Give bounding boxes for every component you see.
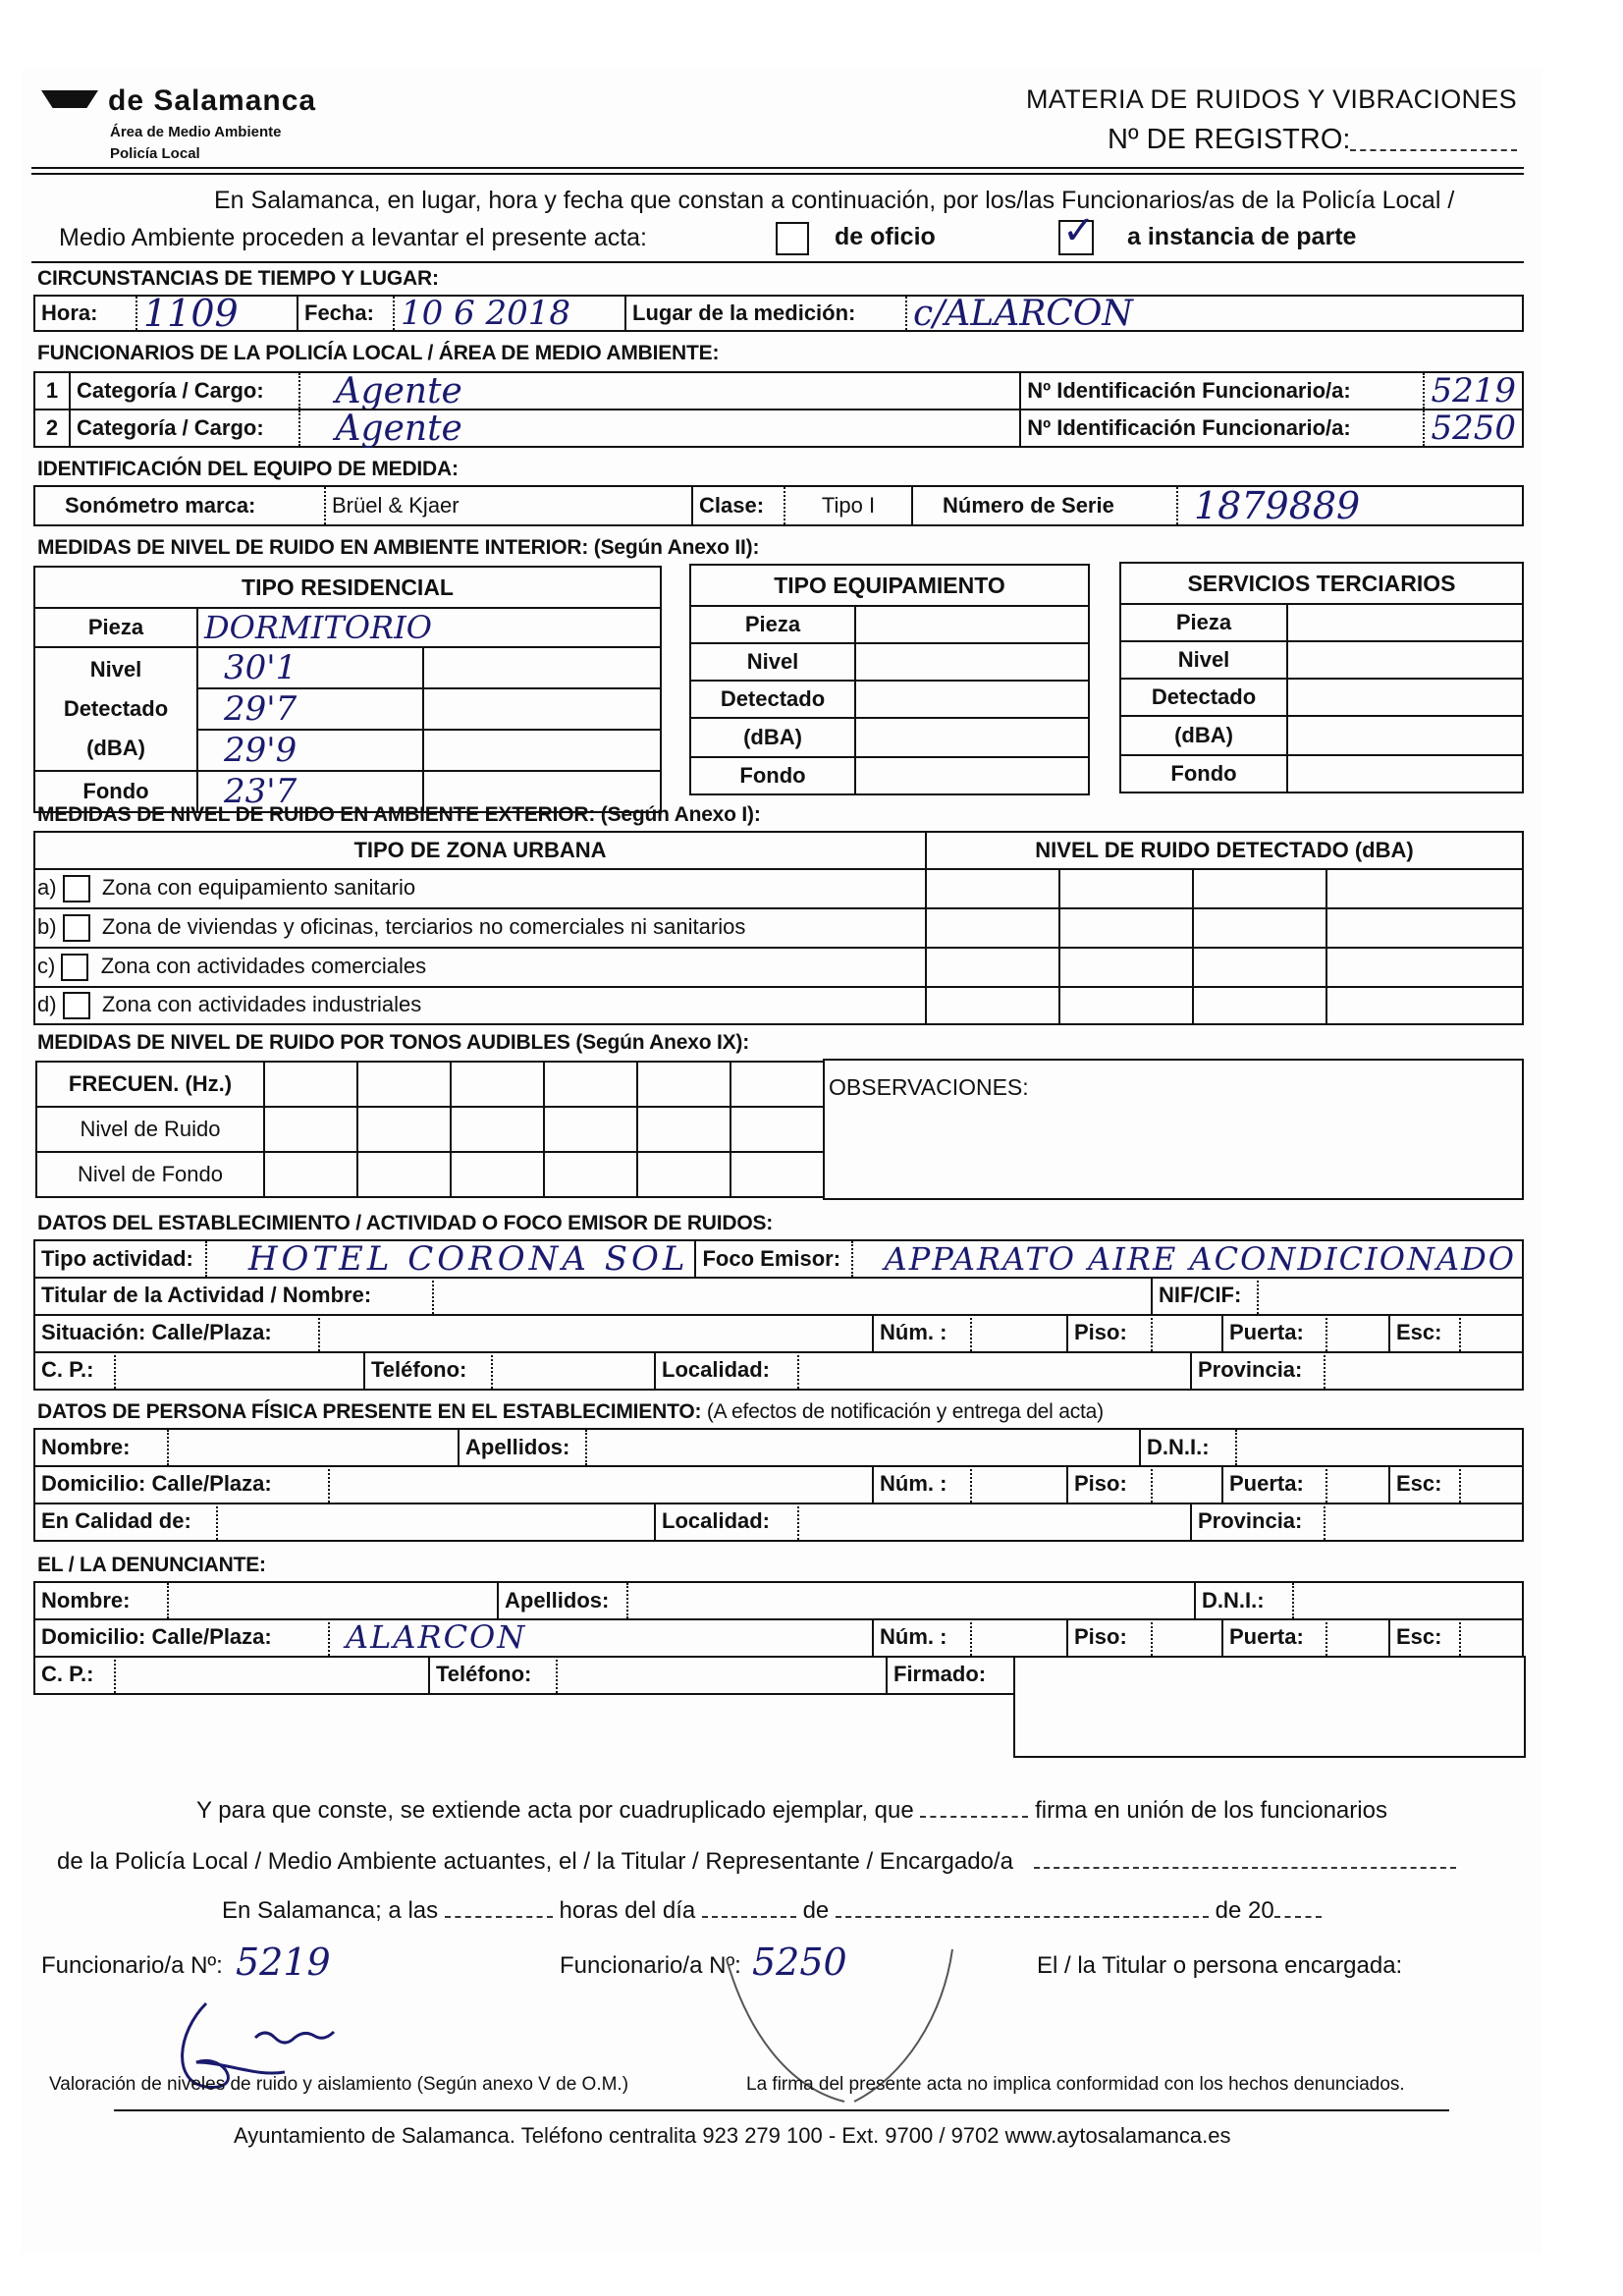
form-title: MATERIA DE RUIDOS Y VIBRACIONES [1026, 84, 1517, 114]
den-num-field[interactable] [972, 1618, 1068, 1656]
persona-nombre-field[interactable] [169, 1430, 460, 1465]
circunstancias-row [33, 292, 1524, 335]
den-telefono-label: Teléfono: [430, 1656, 558, 1693]
serie-value: 1879889 [1194, 484, 1361, 527]
nivel-fondo-2[interactable] [357, 1152, 451, 1197]
logo-area: Área de Medio Ambiente [110, 124, 282, 140]
note-right: La firma del presente acta no implica conformidad con los hechos denunciados. [746, 2074, 1405, 2095]
persona-title-note: (A efectos de notificación y entrega del acta) [706, 1400, 1104, 1423]
ter-detectado-label: Detectado [1120, 679, 1287, 716]
cierre-line3c: de [802, 1897, 830, 1924]
tonos-title-text: MEDIDAS DE NIVEL DE RUIDO POR TONOS AUDIBLES [37, 1031, 570, 1054]
piso-field[interactable] [1153, 1314, 1223, 1351]
cierre-blank-dia[interactable] [702, 1898, 796, 1918]
residencial-header: TIPO RESIDENCIAL [34, 567, 661, 608]
persona-provincia-label: Provincia: [1192, 1503, 1325, 1540]
clase-label: Clase: [693, 487, 785, 524]
res-nivel-label-2: Detectado [63, 696, 169, 721]
id-field-2[interactable] [1425, 410, 1522, 446]
cargo-value-2: Agente [335, 408, 462, 449]
fecha-label: Fecha: [298, 297, 395, 330]
funcionario-row-1 [33, 371, 1524, 410]
signature-1-stroke-2 [255, 2032, 334, 2043]
titular-encargada-label: El / la Titular o persona encargada: [1037, 1952, 1403, 1979]
zona-b-value-4[interactable] [1326, 908, 1523, 948]
den-apellidos-field[interactable] [628, 1583, 1196, 1618]
num-label: Núm. : [874, 1314, 972, 1351]
persona-row-1 [33, 1428, 1524, 1467]
terciarios-table [1119, 562, 1524, 793]
persona-nombre-label: Nombre: [35, 1430, 169, 1465]
zona-row-c [34, 948, 926, 987]
cierre-blank-encargado[interactable] [1034, 1849, 1456, 1869]
frecuencia-5[interactable] [637, 1062, 730, 1107]
eq-fondo-label: Fondo [690, 757, 855, 794]
den-dni-label: D.N.I.: [1196, 1583, 1294, 1618]
cierre-line2 [57, 1848, 1456, 1876]
cierre-line3 [222, 1897, 1322, 1925]
provincia-label: Provincia: [1192, 1351, 1325, 1389]
den-apellidos-label: Apellidos: [499, 1583, 628, 1618]
eq-detectado-label: Detectado [690, 681, 855, 718]
eq-pieza-field[interactable] [855, 606, 1089, 643]
res-nivel-value-1: 30'1 [224, 648, 298, 687]
a-instancia-label: a instancia de parte [1127, 223, 1357, 250]
func1-label: Funcionario/a Nº: [41, 1952, 223, 1979]
de-oficio-label: de oficio [835, 223, 936, 250]
den-puerta-label: Puerta: [1223, 1618, 1327, 1656]
zona-letter-c: c) [37, 953, 56, 978]
lugar-value: c/ALARCON [913, 293, 1133, 334]
nivel-ruido-2[interactable] [357, 1107, 451, 1152]
frecuencia-6[interactable] [730, 1062, 824, 1107]
den-domicilio-label: Domicilio: Calle/Plaza: [35, 1618, 330, 1656]
funcionario-num-1: 1 [35, 373, 71, 409]
denunciante-row-3 [33, 1656, 1015, 1695]
zona-checkbox-c[interactable] [61, 954, 88, 981]
equipo-title: IDENTIFICACIÓN DEL EQUIPO DE MEDIDA: [37, 458, 459, 480]
den-piso-label: Piso: [1068, 1618, 1153, 1656]
denunciante-row-1 [33, 1581, 1524, 1620]
telefono-label: Teléfono: [365, 1351, 493, 1389]
est-row-3 [33, 1314, 1524, 1353]
interior-title-text: MEDIDAS DE NIVEL DE RUIDO EN AMBIENTE INTERIOR: [37, 536, 589, 559]
frecuencia-3[interactable] [451, 1062, 544, 1107]
zona-d-value-1[interactable] [926, 987, 1059, 1024]
func1-value: 5219 [236, 1941, 331, 1984]
establecimiento-title: DATOS DEL ESTABLECIMIENTO / ACTIVIDAD O FOCO EMISOR DE RUIDOS: [37, 1212, 774, 1234]
sonometro-label: Sonómetro marca: [35, 487, 326, 524]
id-label-1: Nº Identificación Funcionario/a: [1021, 373, 1425, 409]
res-nivel-field-3[interactable] [197, 730, 423, 771]
cierre-blank-horas[interactable] [445, 1898, 553, 1918]
res-nivel-label-1: Nivel [89, 657, 142, 682]
cierre-line3d: de 20 [1215, 1897, 1274, 1924]
tonos-table [35, 1061, 825, 1198]
ter-dba-label: (dBA) [1120, 716, 1287, 755]
note-left: Valoración de niveles de ruido y aislamiento (Según anexo V de O.M.) [49, 2074, 629, 2095]
lugar-label: Lugar de la medición: [626, 297, 907, 330]
res-nivel-field-1[interactable] [197, 647, 423, 688]
header-divider-2 [31, 173, 1524, 175]
zona-letter-a: a) [37, 874, 57, 900]
tipo-actividad-value: HOTEL CORONA SOL [247, 1239, 689, 1279]
tonos-title [37, 1031, 749, 1055]
res-nivel-value-2: 29'7 [224, 689, 298, 729]
den-telefono-field[interactable] [558, 1656, 888, 1693]
cierre-line2-text: de la Policía Local / Medio Ambiente actuantes, el / la Titular / Representante / Encargado/a [57, 1848, 1013, 1875]
localidad-field[interactable] [799, 1351, 1192, 1389]
situacion-field[interactable] [320, 1314, 874, 1351]
res-nivel-extra-3[interactable] [423, 730, 661, 771]
nivel-ruido-3[interactable] [451, 1107, 544, 1152]
interior-title [37, 536, 759, 560]
zona-c-value-1[interactable] [926, 948, 1059, 987]
exterior-table [33, 831, 1524, 1025]
zona-label-d: Zona con actividades industriales [101, 991, 422, 1016]
den-firmado-label: Firmado: [893, 1662, 987, 1686]
ter-nivel-field-3[interactable] [1287, 716, 1523, 755]
frecuencia-4[interactable] [544, 1062, 637, 1107]
cargo-value-1: Agente [335, 370, 462, 411]
zona-row-b [34, 908, 926, 948]
circunstancias-title: CIRCUNSTANCIAS DE TIEMPO Y LUGAR: [37, 267, 439, 290]
persona-puerta-field[interactable] [1327, 1465, 1390, 1503]
zona-d-value-4[interactable] [1326, 987, 1523, 1024]
cierre-line3b: horas del día [559, 1897, 696, 1924]
nivel-fondo-6[interactable] [730, 1152, 824, 1197]
res-fondo-value: 23'7 [224, 772, 298, 811]
zona-label-b: Zona de viviendas y oficinas, terciarios no comerciales ni sanitarios [101, 913, 746, 939]
zona-header: TIPO DE ZONA URBANA [34, 832, 926, 869]
funcionario-row-2 [33, 409, 1524, 448]
nivel-fondo-label: Nivel de Fondo [36, 1152, 264, 1197]
provincia-field[interactable] [1325, 1351, 1522, 1389]
eq-nivel-field-3[interactable] [855, 718, 1089, 757]
hora-label: Hora: [35, 297, 137, 330]
cierre-line1a: Y para que conste, se extiende acta por cuadruplicado ejemplar, que [196, 1797, 914, 1824]
persona-esc-label: Esc: [1390, 1465, 1461, 1503]
ter-fondo-label: Fondo [1120, 755, 1287, 793]
denunciante-row-2 [33, 1618, 1524, 1658]
zona-b-value-3[interactable] [1193, 908, 1326, 948]
foco-emisor-field[interactable] [853, 1241, 1522, 1277]
fecha-field[interactable] [395, 294, 626, 333]
nivel-ruido-5[interactable] [637, 1107, 730, 1152]
den-cp-field[interactable] [116, 1656, 430, 1693]
persona-dni-label: D.N.I.: [1141, 1430, 1237, 1465]
nif-label: NIF/CIF: [1153, 1277, 1259, 1314]
telefono-field[interactable] [493, 1351, 656, 1389]
de-oficio-checkbox[interactable] [776, 222, 809, 255]
residencial-table [33, 566, 662, 813]
nif-field[interactable] [1259, 1277, 1522, 1314]
est-row-1 [33, 1239, 1524, 1279]
puerta-label: Puerta: [1223, 1314, 1327, 1351]
localidad-label: Localidad: [656, 1351, 799, 1389]
clase-value[interactable]: Tipo I [785, 487, 913, 524]
zona-a-value-1[interactable] [926, 869, 1059, 908]
zona-d-value-2[interactable] [1059, 987, 1193, 1024]
persona-provincia-field[interactable] [1325, 1503, 1522, 1540]
equipamiento-header: TIPO EQUIPAMIENTO [690, 565, 1089, 606]
persona-apellidos-label: Apellidos: [460, 1430, 587, 1465]
den-nombre-label: Nombre: [35, 1583, 169, 1618]
ter-fondo-field[interactable] [1287, 755, 1523, 793]
ter-nivel-field-1[interactable] [1287, 641, 1523, 679]
persona-row-2 [33, 1465, 1524, 1504]
nivel-fondo-3[interactable] [451, 1152, 544, 1197]
denunciante-title: EL / LA DENUNCIANTE: [37, 1554, 266, 1576]
exterior-title [37, 803, 761, 827]
id-value-2: 5250 [1431, 409, 1516, 448]
esc-field[interactable] [1461, 1314, 1522, 1351]
num-field[interactable] [972, 1314, 1068, 1351]
nivel-fondo-5[interactable] [637, 1152, 730, 1197]
res-nivel-label-3: (dBA) [86, 736, 145, 760]
eq-nivel-label: Nivel [690, 643, 855, 681]
persona-esc-field[interactable] [1461, 1465, 1522, 1503]
intro-divider [31, 261, 1524, 263]
tipo-actividad-label: Tipo actividad: [35, 1241, 207, 1277]
observaciones-box[interactable] [823, 1059, 1524, 1200]
zona-row-a [34, 869, 926, 908]
header-divider [31, 167, 1524, 169]
zona-c-value-2[interactable] [1059, 948, 1193, 987]
zona-d-value-3[interactable] [1193, 987, 1326, 1024]
funcionario-num-2: 2 [35, 410, 71, 446]
den-puerta-field[interactable] [1327, 1618, 1390, 1656]
sonometro-value[interactable]: Brüel & Kjaer [326, 487, 693, 524]
persona-piso-field[interactable] [1153, 1465, 1223, 1503]
den-firma-box[interactable] [1013, 1656, 1526, 1758]
zona-label-c: Zona con actividades comerciales [100, 953, 427, 978]
res-nivel-field-2[interactable] [197, 688, 423, 730]
est-row-4 [33, 1351, 1524, 1391]
footer-contact: Ayuntamiento de Salamanca. Teléfono centralita 923 279 100 - Ext. 9700 / 9702 www.aytosalamanca.es [234, 2123, 1231, 2148]
esc-label: Esc: [1390, 1314, 1461, 1351]
ter-pieza-field[interactable] [1287, 604, 1523, 641]
res-pieza-value: DORMITORIO [204, 609, 432, 646]
persona-calidad-field[interactable] [218, 1503, 656, 1540]
eq-fondo-field[interactable] [855, 757, 1089, 794]
exterior-title-text: MEDIDAS DE NIVEL DE RUIDO EN AMBIENTE EXTERIOR: [37, 803, 596, 826]
zona-b-value-1[interactable] [926, 908, 1059, 948]
frecuencia-2[interactable] [357, 1062, 451, 1107]
cierre-blank-anio[interactable] [1274, 1898, 1322, 1918]
nivel-ruido-4[interactable] [544, 1107, 637, 1152]
den-domicilio-field[interactable] [330, 1618, 874, 1656]
intro-line1: En Salamanca, en lugar, hora y fecha que constan a continuación, por los/las Funcionarios/as de la Policía Local / [214, 187, 1455, 214]
func2-label: Funcionario/a Nº: [560, 1952, 741, 1979]
cargo-label-2: Categoría / Cargo: [71, 410, 300, 446]
res-nivel-label [34, 647, 197, 771]
zona-a-value-4[interactable] [1326, 869, 1523, 908]
hora-field[interactable] [137, 292, 298, 335]
zona-c-value-4[interactable] [1326, 948, 1523, 987]
zona-checkbox-d[interactable] [63, 992, 90, 1019]
logo-city: de Salamanca [108, 84, 317, 117]
nivel-fondo-4[interactable] [544, 1152, 637, 1197]
res-nivel-extra-2[interactable] [423, 688, 661, 730]
persona-localidad-label: Localidad: [656, 1503, 799, 1540]
res-nivel-extra-1[interactable] [423, 647, 661, 688]
cp-label: C. P.: [35, 1351, 116, 1389]
eq-dba-label: (dBA) [690, 718, 855, 757]
persona-apellidos-field[interactable] [587, 1430, 1141, 1465]
frecuencia-label: FRECUEN. (Hz.) [36, 1062, 264, 1107]
persona-title-text: DATOS DE PERSONA FÍSICA PRESENTE EN EL ESTABLECIMIENTO: [37, 1400, 702, 1423]
situacion-label: Situación: Calle/Plaza: [35, 1314, 320, 1351]
zona-letter-b: b) [37, 913, 57, 939]
res-nivel-value-3: 29'9 [224, 731, 298, 770]
zona-c-value-3[interactable] [1193, 948, 1326, 987]
fecha-value: 10 6 2018 [401, 294, 571, 333]
den-piso-field[interactable] [1153, 1618, 1223, 1656]
titular-field[interactable] [434, 1277, 1153, 1314]
foco-emisor-label: Foco Emisor: [696, 1241, 852, 1277]
puerta-field[interactable] [1327, 1314, 1390, 1351]
tonos-title-note: (Según Anexo IX): [575, 1031, 750, 1054]
res-fondo-label: Fondo [34, 771, 197, 812]
den-cp-label: C. P.: [35, 1656, 116, 1693]
frecuencia-1[interactable] [264, 1062, 357, 1107]
nivel-ruido-6[interactable] [730, 1107, 824, 1152]
zona-row-d [34, 987, 926, 1024]
nivel-ruido-1[interactable] [264, 1107, 357, 1152]
persona-domicilio-label: Domicilio: Calle/Plaza: [35, 1465, 330, 1503]
den-nombre-field[interactable] [169, 1583, 499, 1618]
equipo-row [33, 485, 1524, 526]
cierre-blank-mes[interactable] [836, 1898, 1209, 1918]
cargo-field-1[interactable] [300, 370, 1022, 411]
eq-pieza-label: Pieza [690, 606, 855, 643]
cargo-label-1: Categoría / Cargo: [71, 373, 300, 409]
tipo-actividad-field[interactable] [207, 1241, 697, 1277]
persona-num-label: Núm. : [874, 1465, 972, 1503]
cierre-blank-firma[interactable] [920, 1798, 1028, 1818]
exterior-title-note: (Según Anexo I): [600, 803, 761, 826]
funcionarios-title: FUNCIONARIOS DE LA POLICÍA LOCAL / ÁREA DE MEDIO AMBIENTE: [37, 342, 720, 364]
id-label-2: Nº Identificación Funcionario/a: [1021, 410, 1425, 446]
lugar-field[interactable] [907, 293, 1522, 334]
zona-b-value-2[interactable] [1059, 908, 1193, 948]
est-row-2 [33, 1277, 1524, 1316]
check-mark-icon: ✓ [1062, 209, 1096, 252]
intro-line2: Medio Ambiente proceden a levantar el presente acta: [59, 224, 647, 251]
persona-puerta-label: Puerta: [1223, 1465, 1327, 1503]
eq-nivel-field-1[interactable] [855, 643, 1089, 681]
equipamiento-table [689, 564, 1090, 795]
ter-pieza-label: Pieza [1120, 604, 1287, 641]
cierre-line1b: firma en unión de los funcionarios [1035, 1797, 1387, 1824]
zona-a-value-2[interactable] [1059, 869, 1193, 908]
ter-nivel-field-2[interactable] [1287, 679, 1523, 716]
id-value-1: 5219 [1431, 371, 1516, 410]
persona-localidad-field[interactable] [799, 1503, 1192, 1540]
persona-domicilio-field[interactable] [330, 1465, 874, 1503]
nivel-ruido-label: Nivel de Ruido [36, 1107, 264, 1152]
zona-label-a: Zona con equipamiento sanitario [101, 874, 416, 900]
terciarios-header: SERVICIOS TERCIARIOS [1120, 563, 1523, 604]
persona-num-field[interactable] [972, 1465, 1068, 1503]
persona-piso-label: Piso: [1068, 1465, 1153, 1503]
res-pieza-label: Pieza [34, 608, 197, 647]
persona-dni-field[interactable] [1237, 1430, 1522, 1465]
piso-label: Piso: [1068, 1314, 1153, 1351]
zona-checkbox-b[interactable] [63, 914, 90, 942]
serie-field[interactable] [1178, 484, 1522, 527]
persona-calidad-label: En Calidad de: [35, 1503, 218, 1540]
nivel-header: NIVEL DE RUIDO DETECTADO (dBA) [926, 832, 1523, 869]
den-domicilio-value: ALARCON [346, 1618, 527, 1656]
zona-letter-d: d) [37, 991, 57, 1016]
serie-label: Número de Serie [913, 487, 1178, 524]
zona-a-value-3[interactable] [1193, 869, 1326, 908]
cierre-line1 [196, 1797, 1387, 1825]
cp-field[interactable] [116, 1351, 365, 1389]
den-num-label: Núm. : [874, 1618, 972, 1656]
ter-nivel-label: Nivel [1120, 641, 1287, 679]
interior-title-note: (Según Anexo II): [593, 536, 760, 559]
observaciones-label: OBSERVACIONES: [829, 1074, 1029, 1100]
den-dni-field[interactable] [1294, 1583, 1522, 1618]
id-field-1[interactable] [1425, 373, 1522, 409]
cierre-line3a: En Salamanca; a las [222, 1897, 439, 1924]
cargo-field-2[interactable] [300, 408, 1022, 449]
titular-label: Titular de la Actividad / Nombre: [35, 1277, 434, 1314]
den-esc-field[interactable] [1461, 1618, 1522, 1656]
registro-label: Nº DE REGISTRO: [1108, 124, 1351, 155]
hora-value: 1109 [143, 292, 239, 335]
footer-divider [114, 2109, 1449, 2111]
func2-value: 5250 [752, 1941, 847, 1984]
zona-checkbox-a[interactable] [63, 875, 90, 902]
logo-police: Policía Local [110, 145, 200, 162]
registro-field[interactable] [1350, 149, 1517, 151]
persona-title [37, 1400, 1104, 1424]
persona-row-3 [33, 1503, 1524, 1542]
eq-nivel-field-2[interactable] [855, 681, 1089, 718]
den-esc-label: Esc: [1390, 1618, 1461, 1656]
foco-emisor-value: APPARATO AIRE ACONDICIONADO [884, 1240, 1516, 1278]
nivel-fondo-1[interactable] [264, 1152, 357, 1197]
res-pieza-field[interactable] [197, 608, 661, 647]
